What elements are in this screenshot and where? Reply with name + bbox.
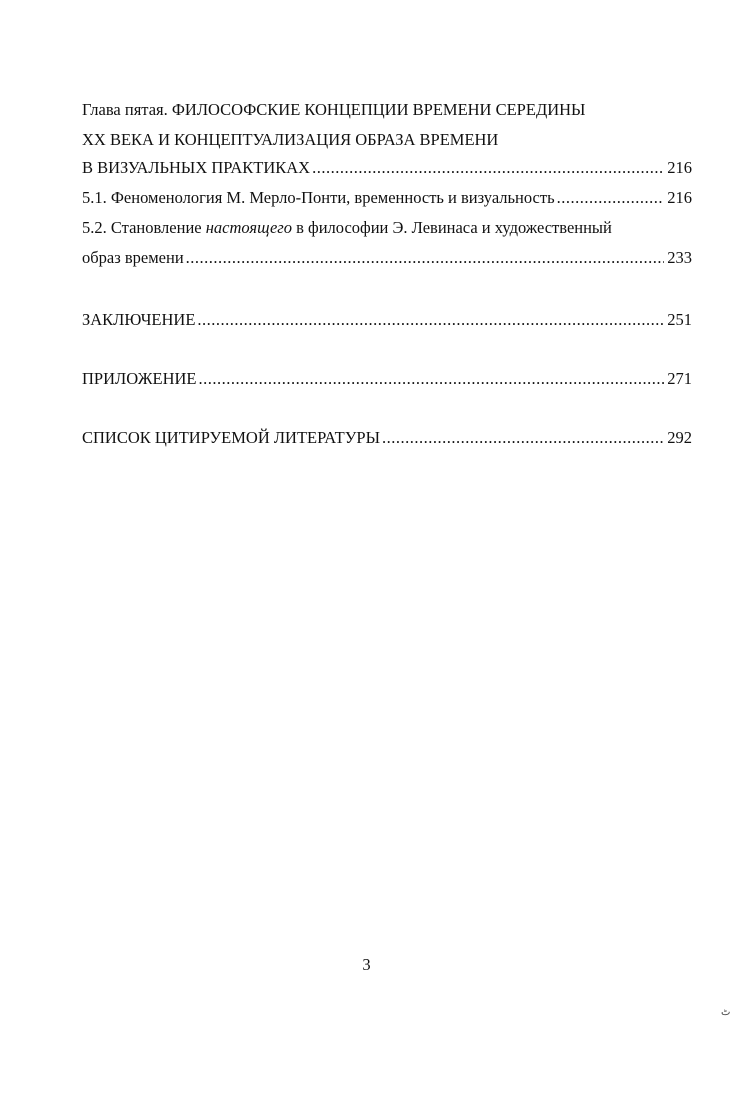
section-5-1-page: 216 <box>667 188 692 207</box>
section-5-1-title: 5.1. Феноменология М. Мерло-Понти, временность и визуальность <box>82 188 555 207</box>
chapter-5-caps-title: ФИЛОСОФСКИЕ КОНЦЕПЦИИ ВРЕМЕНИ СЕРЕДИНЫ <box>171 100 586 119</box>
references-title: СПИСОК ЦИТИРУЕМОЙ ЛИТЕРАТУРЫ <box>82 428 380 447</box>
toc-entry-chapter-5 <box>82 158 692 178</box>
section-5-2-italic: настоящего <box>205 218 292 237</box>
chapter-5-title-line-2: XX ВЕКА И КОНЦЕПТУАЛИЗАЦИЯ ОБРАЗА ВРЕМЕНИ <box>82 130 499 149</box>
appendix-page: 271 <box>667 369 692 388</box>
toc-entry-section-5-2 <box>82 248 692 268</box>
leader-dots <box>197 310 664 330</box>
section-5-2-title-line-1 <box>82 218 612 238</box>
corner-mark: ٹ <box>721 1007 731 1018</box>
toc-entry-references <box>82 428 692 448</box>
conclusion-page: 251 <box>667 310 692 329</box>
page-number: 3 <box>362 955 371 974</box>
section-5-2-page: 233 <box>667 248 692 267</box>
chapter-5-prefix: Глава пятая. <box>82 100 172 119</box>
leader-dots <box>382 428 664 448</box>
section-5-2-before: 5.2. Становление <box>82 218 206 237</box>
conclusion-title: ЗАКЛЮЧЕНИЕ <box>82 310 196 329</box>
section-5-2-after: в философии Э. Левинаса и художественный <box>291 218 612 237</box>
chapter-5-page: 216 <box>667 158 692 177</box>
toc-entry-section-5-1 <box>82 188 692 208</box>
leader-dots <box>312 158 664 178</box>
toc-entry-conclusion <box>82 310 692 330</box>
leader-dots <box>186 248 665 268</box>
chapter-5-title-line-1 <box>82 100 585 120</box>
chapter-5-title-line-3: В ВИЗУАЛЬНЫХ ПРАКТИКАХ <box>82 158 311 177</box>
section-5-2-title-line-2: образ времени <box>82 248 184 267</box>
leader-dots <box>198 369 664 389</box>
appendix-title: ПРИЛОЖЕНИЕ <box>82 369 197 388</box>
leader-dots <box>557 188 665 208</box>
references-page: 292 <box>667 428 692 447</box>
toc-entry-appendix <box>82 369 692 389</box>
